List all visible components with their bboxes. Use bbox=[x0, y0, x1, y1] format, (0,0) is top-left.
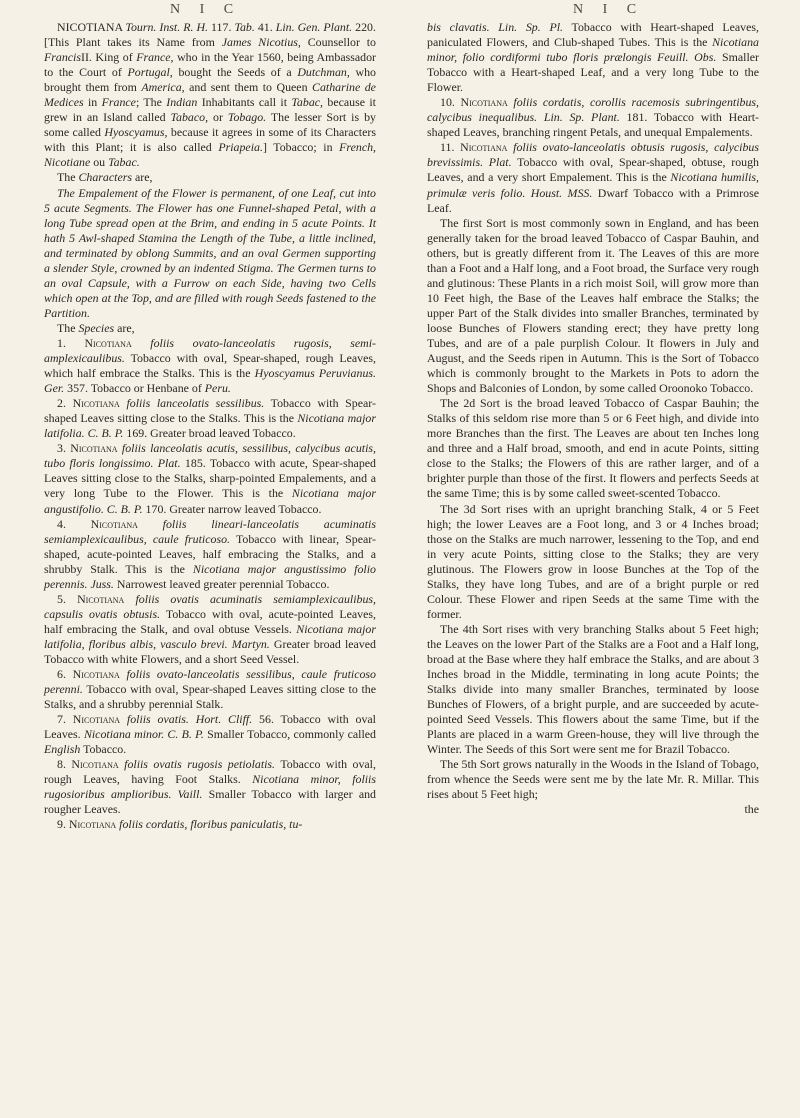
species-entry: 2. Nicotiana foliis lanceolatis sessilibus. Tobacco with Spear-shaped Leaves sitting close to the Stalks. This is the Nicotiana major latifolia. C. B. P. 169. Greater broad leaved Tobacco. bbox=[44, 396, 376, 441]
characters-description: The Empalement of the Flower is permanent, of one Leaf, cut into 5 acute Segments. The Flower has one Funnel-shaped Petal, with a long Tube spread open at the Brim, and ending in 5 acute Points. It hath 5 Awl-shaped Stamina the Length of the Tube, a little inclined, and terminated by oblong Summits, and an oval Germen supporting a slender Style, crowned by an indented Stigma. The Germen turns to an oval Capsule, with a Furrow on each Side, having two Cells which open at the Top, and are filled with rough Seeds fastened to the Partition. bbox=[44, 185, 376, 320]
species-entry: 4. Nicotiana foliis lineari-lanceolatis acuminatis semiamplexicaulibus, caule fruticoso. Tobacco with linear, Spear-shaped, acute-pointed Leaves, half embracing the Stalks, and a shrubby Stalk. This is the Nicotiana major angustissimo folio perennis. Juss. Narrowest leaved greater perennial Tobacco. bbox=[44, 516, 376, 591]
right-column bbox=[427, 20, 759, 817]
species-entry: 3. Nicotiana foliis lanceolatis acutis, sessilibus, calycibus acutis, tubo floris longissimo. Plat. 185. Tobacco with acute, Spear-shaped Leaves sitting close to the Stalks, sharp-pointed Empalements, and a very long Tube to the Flower. This is the Nicotiana major angustifolio. C. B. P. 170. Greater narrow leaved Tobacco. bbox=[44, 441, 376, 516]
running-head-left: N I C bbox=[170, 2, 242, 17]
catchword: the bbox=[744, 802, 759, 817]
culture-paragraph-1: The first Sort is most commonly sown in England, and has been generally taken for the broad leaved Tobacco of Caspar Bauhin, and others, but is greatly different from it. The Leaves of this are more than a Foot and a Half long, and a Foot broad, the Surface very rough and glutinous: These Plants in a rich moist Soil, will grow more than 10 Feet high, the Base of the Leaves half embrace the Stalks; the upper Part of the Stalk divides into smaller Branches, terminated by loose Bunches of Flowers standing erect; they have pretty long Tubes, and are of a pale purplish Colour. It flowers in July and August, and the Seeds ripen in Autumn. This is the Sort of Tobacco which is commonly brought to the Markets in Pots to adorn the Shops and Balconies of London, by some called Oroonoko Tobacco. bbox=[427, 215, 759, 396]
culture-paragraph-3: The 3d Sort rises with an upright branching Stalk, 4 or 5 Feet high; the lower Leaves are a Foot long, and 3 or 4 Inches broad; those on the Stalks are much narrower, lessening to the Top, and end in very acute Points, sitting close to the Stalks; they are very glutinous. The Flowers grow in loose Bunches at the Top of the Stalks, they have long Tubes, and are of a bright purple or red Colour. These Flower and ripen Seeds at the same Time with the former. bbox=[427, 501, 759, 621]
culture-paragraph-2: The 2d Sort is the broad leaved Tobacco of Caspar Bauhin; the Stalks of this seldom rise more than 5 or 6 Feet high, and divide into more Branches than the first. The Leaves are about ten Inches long and three and a Half broad, smooth, and end in acute Points, sitting close to the Stalks; the Flowers of this are rather larger, and of a brighter purple than those of the first. It flowers and perfects Seeds at the same Time; this is by some called sweet-scented Tobacco. bbox=[427, 396, 759, 501]
left-column bbox=[44, 20, 376, 833]
species-entry: 7. Nicotiana foliis ovatis. Hort. Cliff. 56. Tobacco with oval Leaves. Nicotiana minor. C. B. P. Smaller Tobacco, commonly called English Tobacco. bbox=[44, 712, 377, 757]
characters-heading: The Characters are, bbox=[57, 170, 153, 185]
species-entry: 10. Nicotiana foliis cordatis, corollis racemosis subringentibus, calycibus inequalibus. Lin. Sp. Plant. 181. Tobacco with Heart-shaped Leaves, branching ringent Petals, and unequal Empalements. bbox=[427, 95, 759, 140]
entry-head-paragraph: NICOTIANA Tourn. Inst. R. H. 117. Tab. 41. Lin. Gen. Plant. 220. [This Plant takes its Name from James Nicotius, Counsellor to FrancisII. King of France, who in the Year 1560, being Ambassador to the Court of Portugal, bought the Seeds of a Dutchman, who brought them from America, and sent them to Queen Catharine de Medices in France; The Indian Inhabitants call it Tabac, because it grew in an Island called Tabaco, or Tobago. The lesser Sort is by some called Hyoscyamus, because it agrees in some of its Characters with this Plant; it is also called Priapeia.] Tobacco; in French, Nicotiane ou Tabac. bbox=[44, 20, 377, 170]
species-entry: 9. Nicotiana foliis cordatis, floribus paniculatis, tu- bbox=[57, 817, 303, 832]
species-9-continuation: bis clavatis. Lin. Sp. Pl. Tobacco with Heart-shaped Leaves, paniculated Flowers, and Club-shaped Tubes. This is the Nicotiana minor, folio cordiformi tubo floris prælongis Feuill. Obs. Smaller Tobacco with a Heart-shaped Leaf, and a very long Tube to the Flower. bbox=[427, 20, 760, 95]
culture-paragraph-4: The 4th Sort rises with very branching Stalks about 5 Feet high; the Leaves on the lower Part of the Stalks are a Foot and a Half long, broad at the Base where they half embrace the Stalks, and are about 3 Inches broad in the Middle, terminating in long acute Points; the Stalks divide into many smaller Branches, terminated by loose Bunches of Flowers, of a bright purple, and are succeeded by acute-pointed Seed Vessels. This flowers about the same Time, but if the Plants are placed in a warm Green-house, they will live through the Winter. The Seeds of this Sort were sent me for Brazil Tobacco. bbox=[427, 621, 759, 757]
species-heading: The Species are, bbox=[57, 320, 135, 335]
species-entry: 1. Nicotiana foliis ovato-lanceolatis rugosis, semi-amplexicaulibus. Tobacco with oval, Spear-shaped, rough Leaves, which half embrace the Stalks. This is the Hyoscyamus Peruvianus. Ger. 357. Tobacco or Henbane of Peru. bbox=[44, 335, 377, 396]
species-entry: 8. Nicotiana foliis ovatis rugosis petiolatis. Tobacco with oval, rough Leaves, having Foot Stalks. Nicotiana minor, foliis rugosioribus amplioribus. Vaill. Smaller Tobacco with larger and rougher Leaves. bbox=[44, 757, 376, 817]
species-entry: 6. Nicotiana foliis ovato-lanceolatis sessilibus, caule fruticoso perenni. Tobacco with oval, Spear-shaped Leaves sitting close to the Stalks, and a shrubby perennial Stalk. bbox=[44, 667, 376, 712]
entry-name: NICOTIANA bbox=[57, 20, 123, 34]
culture-paragraph-5: The 5th Sort grows naturally in the Woods in the Island of Tobago, from whence the Seeds were sent me by the late Mr. R. Millar. This rises about 5 Feet high; bbox=[427, 757, 759, 802]
species-entry: 5. Nicotiana foliis ovatis acuminatis semiamplexicaulibus, capsulis ovatis obtusis. Tobacco with oval, acute-pointed Leaves, half embracing the Stalk, and oval obtuse Vessels. Nicotiana major latifolia, floribus albis, vasculo brevi. Martyn. Greater broad leaved Tobacco with white Flowers, and a short Seed Vessel. bbox=[44, 591, 377, 666]
running-head-right: N I C bbox=[573, 2, 645, 17]
species-entry: 11. Nicotiana foliis ovato-lanceolatis obtusis rugosis, calycibus brevissimis. Plat. Tobacco with oval, Spear-shaped, obtuse, rough Leaves, and a very short Empalement. This is the Nicotiana humilis, primulæ veris folio. Houst. MSS. Dwarf Tobacco with a Primrose Leaf. bbox=[427, 140, 759, 215]
